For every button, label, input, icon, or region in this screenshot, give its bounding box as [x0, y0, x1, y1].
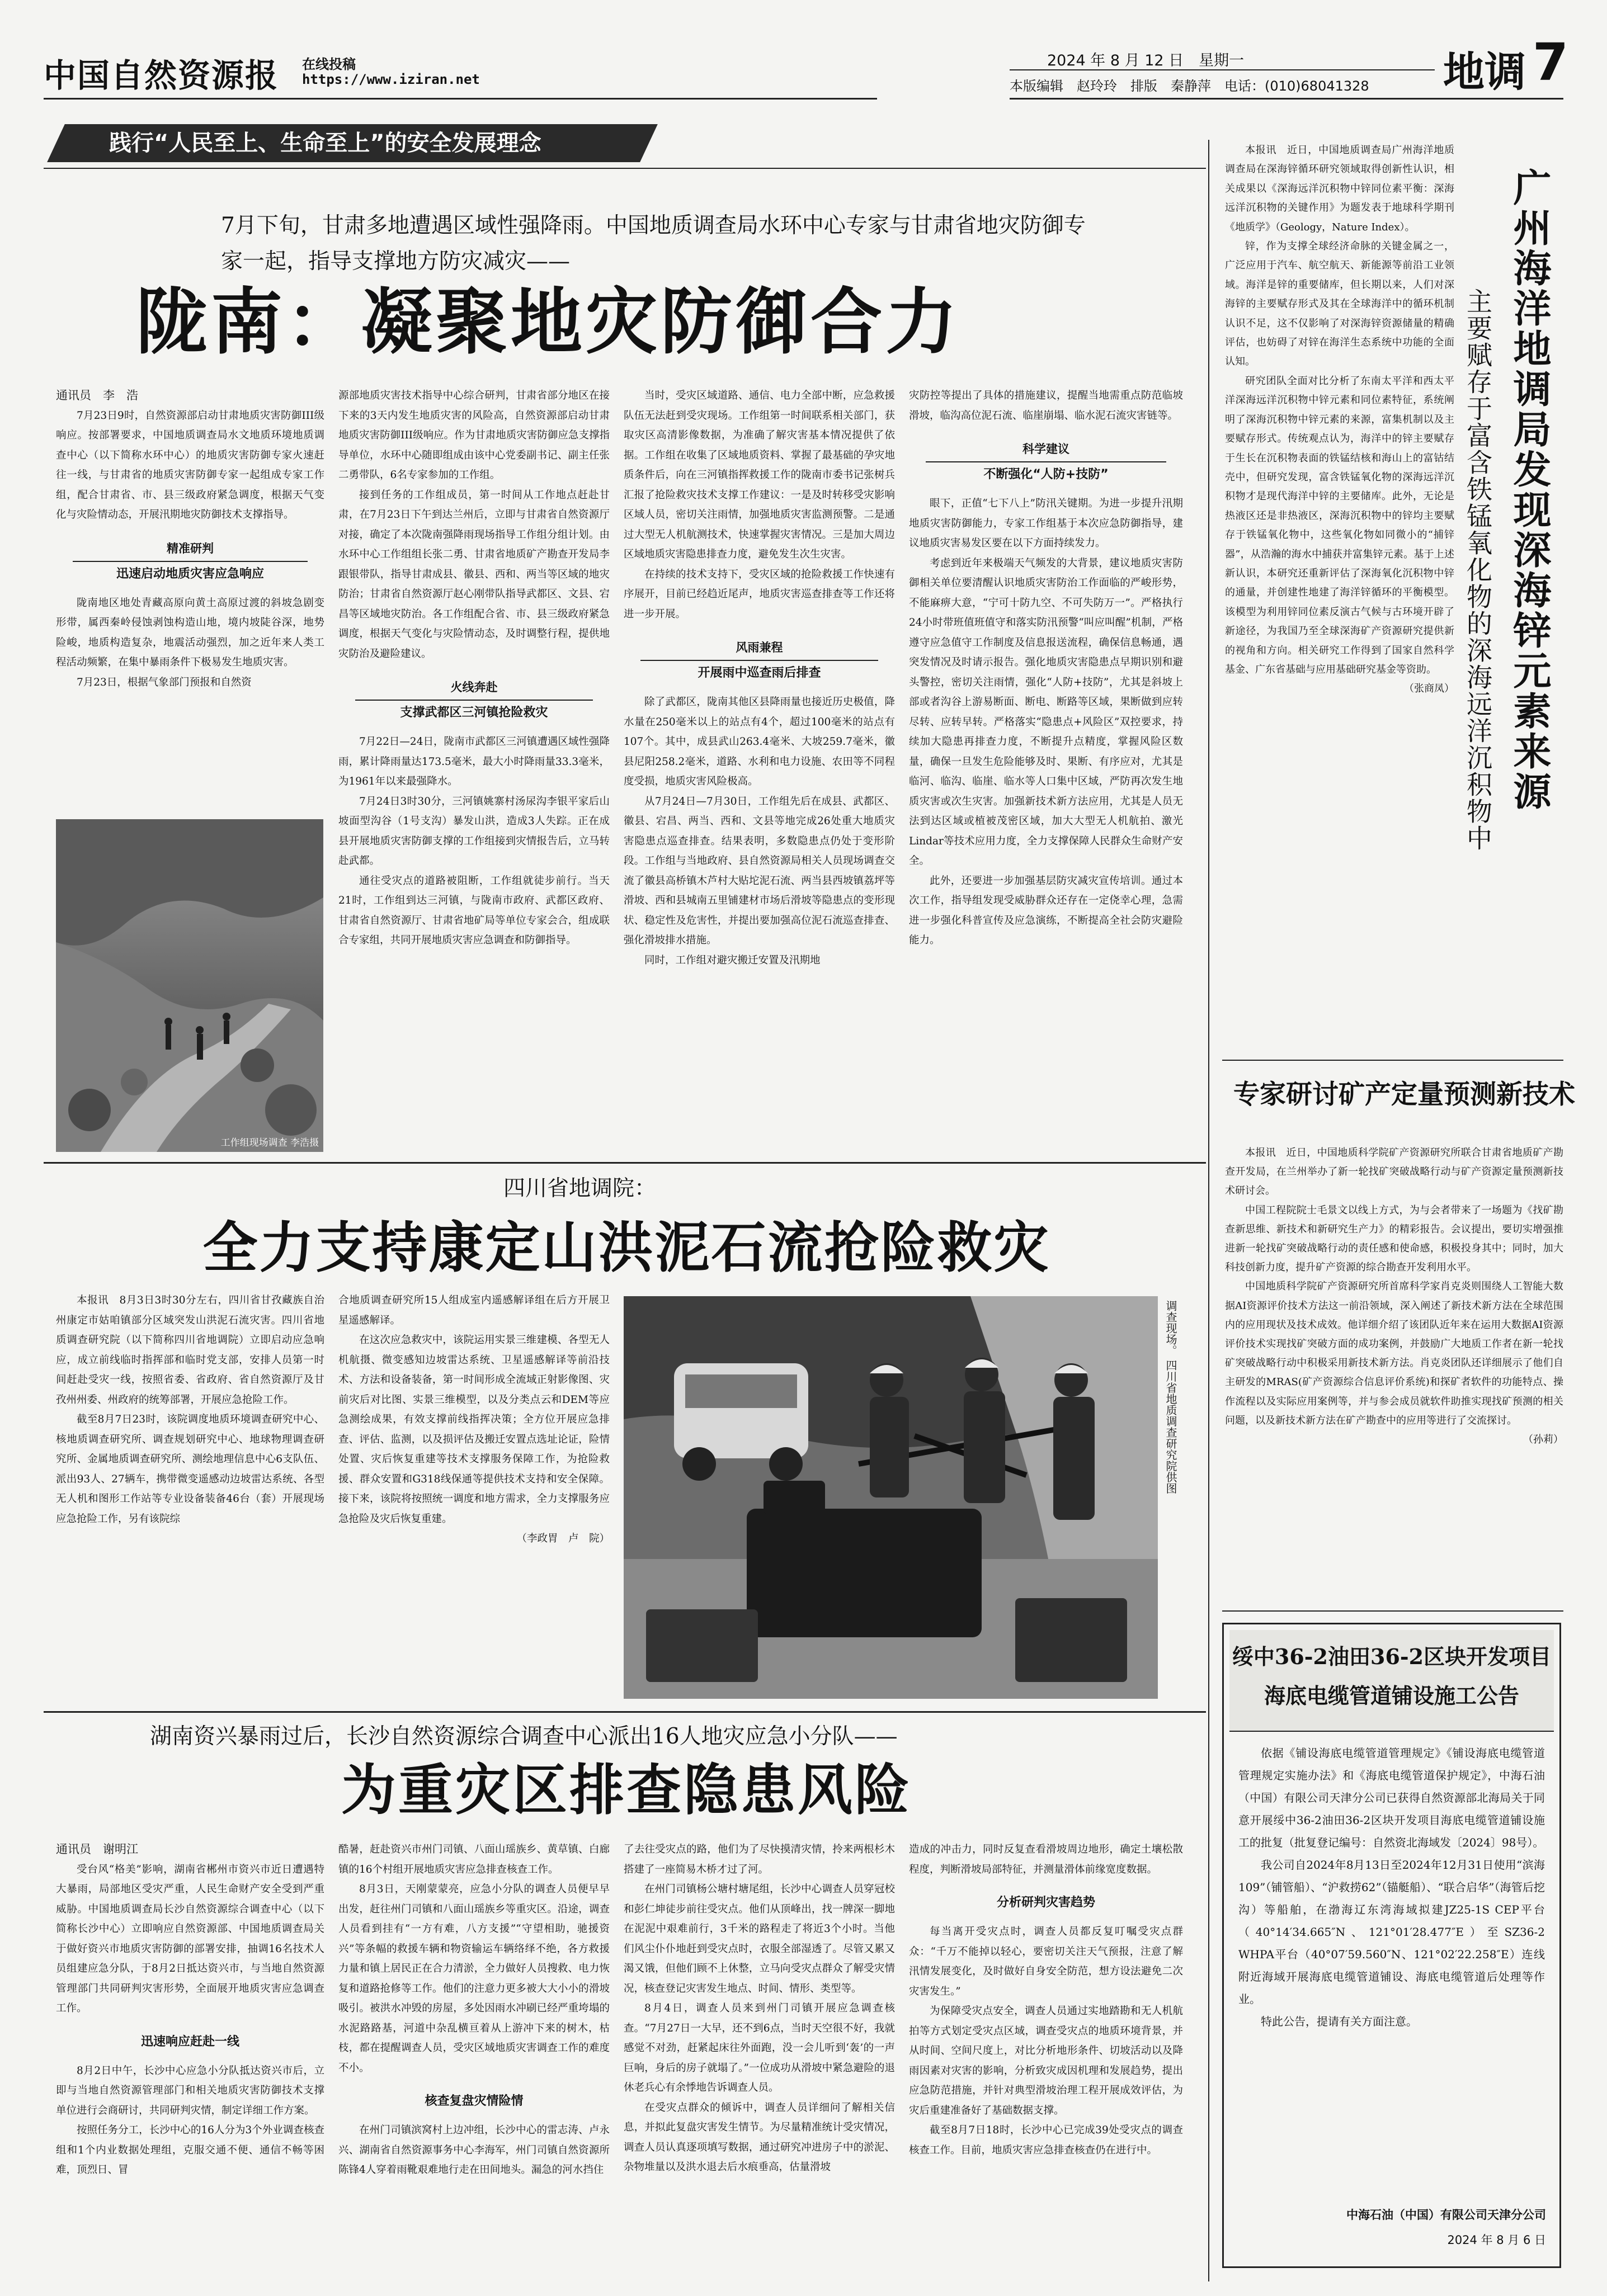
side2-para: 中国工程院院士毛景文以线上方式，为与会者带来了一场题为《找矿勘查新思维、新技术和新研究生产力》的精彩报告。会议提出，要切实增强推进新一轮找矿突破战略行动的责任感和使命感，积极投身其中；同时，加大科技创新力度，提升矿产资源的综合勘查开发利用水平。 — [1225, 1204, 1563, 1274]
landslide-photo-graphic — [56, 819, 323, 1152]
article1-para: 7月23日，根据气象部门预报和自然资 — [77, 676, 252, 688]
article3-para: 按照任务分工，长沙中心的16人分为3个外业调查核查组和1个内业数据处理组，克服交通不便、通信不畅等困难，顶烈日、冒 — [56, 2124, 324, 2176]
banner-rule — [44, 168, 1206, 169]
article1-subhead-2 — [338, 678, 610, 722]
article1-para: 7月24日3时30分，三河镇姚寨村汤尿沟李银平家后山坡面型沟谷（1号支沟）暴发山洪，造成3人失踪。正在成县开展地质灾害防御支撑的工作组接到灾情报告后，立马转赴武都。 — [338, 795, 610, 867]
article1-byline: 通讯员 李 浩 — [56, 389, 138, 402]
paper-name: 中国自然资源报 — [44, 56, 279, 95]
article3-para: 为保障受灾点安全，调查人员通过实地踏勘和无人机航拍等方式划定受灾点区域，调查受灾点的地质环境背景，并从时间、空间尺度上，对比分析地形条件、切坡活动以及降雨因素对灾害的影响，分析致灾成因机理和发展趋势，提出应急防范措施，并针对典型滑坡治理工程开展成效评估，为灾后重建准备好了基础数据支撑。 — [909, 2005, 1183, 2117]
submit-url[interactable]: https://www.iziran.net — [302, 72, 480, 87]
notice-title-line2: 海底电缆管道铺设施工公告 — [1264, 1683, 1519, 1708]
article1-para: 当时，受灾区域道路、通信、电力全部中断，应急救援队伍无法赶到受灾现场。工作组第一时间联系相关部门，获取灾区高清影像数据，为准确了解灾害基本情况提供了依据。工作组在收集了区域地质资料、掌握了最基础的孕灾地质条件后，向在三河镇指挥救援工作的陇南市委书记张树兵汇报了抢险救灾技术支撑工作建议：一是及时转移受灾影响区域人员，密切关注雨情，加强地质灾害监测预警。二是通过大型无人机航测技术，快速掌握灾害情况。三是加大周边区域地质灾害隐患排查力度，避免发生次生灾害。 — [624, 390, 895, 560]
article3-para: 受台风“格美”影响，湖南省郴州市资兴市近日遭遇特大暴雨，局部地区受灾严重，人民生命财产安全受到严重威胁。中国地质调查局长沙自然资源综合调查中心（以下简称长沙中心）立即响应自然资源部、中国地质调查局关于做好资兴市地质灾害防御的部署安排，抽调16名技术人员组建应急分队，于8月2日抵达资兴市，与当地自然资源管理部门共同研判灾害形势，全面展开地质灾害应急调查工作。 — [56, 1863, 324, 2014]
subhead-kicker: 风雨兼程 — [736, 641, 783, 654]
article2-col1 — [56, 1291, 324, 1704]
article1-para: 除了武都区，陇南其他区县降雨量也接近历史极值，降水量在250毫米以上的站点有4个，超过100毫米的站点有107个。其中，成县武山263.4毫米、大坡259.7毫米，徽县尼阳258.2毫米，道路、水利和电力设施、农田等不同程度受损，地质灾害风险极高。 — [624, 696, 895, 787]
article2-title: 全力支持康定山洪泥石流抢险救灾 — [202, 1216, 1050, 1280]
article1-photo — [56, 819, 323, 1152]
side1-title: 广州海洋地调局发现深海锌元素来源 — [1507, 168, 1551, 812]
masthead-rule-left — [44, 98, 877, 100]
article3-pretitle: 湖南资兴暴雨过后，长沙自然资源综合调查中心派出16人地灾应急小分队—— — [150, 1724, 898, 1749]
subhead-title: 迅速响应赶赴一线 — [140, 2034, 239, 2049]
article3-para: 在州门司镇滨窝村上边冲组，长沙中心的雷志涛、卢永兴、湖南省自然资源事务中心李海军，州门司镇自然资源所陈锋4人穿着雨靴艰难地行走在田间地头。漏急的河水挡住 — [338, 2124, 610, 2176]
article2-col2 — [338, 1291, 610, 1704]
article3-para: 8月3日，天刚蒙蒙亮，应急小分队的调查人员便早早出发，赶往州门司镇和八面山瑶族乡等重灾区。沿途，调查人员看到挂有“一方有难，八方支援”“守望相助，驰援资兴”等条幅的救援车辆和物资输运车辆络绎不绝，各方救援力量和镇上居民正在合力清淤，全力做好人员搜救、电力恢复和道路抢修等工作。他们的注意力更多被大大小小的滑坡吸引。被洪水冲毁的房屋，多处因雨水冲刷已经严重垮塌的水泥路路基，河道中杂乱横亘着从上游冲下来的树木，枯枝，都在提醒调查人员，受灾区域地质灾害调查工作的难度不小。 — [338, 1883, 610, 2074]
article3-para: 造成的冲击力，同时反复查看滑坡周边地形，确定土壤松散程度，判断滑坡局部特征，并测量滑体前缘宽度数据。 — [909, 1844, 1183, 1875]
subhead-title: 开展雨中巡查雨后排查 — [698, 666, 821, 680]
article1-para: 7月23日9时，自然资源部启动甘肃地质灾害防御III级响应。按部署要求，中国地质调查局水文地质环境地质调查中心（以下简称水环中心）的地质灾害防御专家火速赶往一线，与甘肃省的地质灾害防御专家一起组成专家工作组，配合甘肃省、市、县三级政府紧急调度，根据天气变化与灾险情动态，开展汛期地灾防御技术支撑指导。 — [56, 409, 324, 521]
article1-para: 灾防控等提出了具体的措施建议，提醒当地需重点防范临坡滑坡，临沟高位泥石流、临崖崩塌、临水泥石流灾害链等。 — [909, 390, 1183, 422]
subhead-kicker: 科学建议 — [1022, 442, 1069, 456]
side1-credit: （张商凤） — [1404, 683, 1454, 695]
article2-photo-caption — [1163, 1300, 1178, 1703]
article3-col3 — [624, 1840, 895, 2281]
side1-para: 锌，作为支撑全球经济命脉的关键金属之一，广泛应用于汽车、航空航天、新能源等前沿工业领域。海洋是锌的重要储库，但长期以来，人们对深海锌的主要赋存形式及其在全球海洋中的循环机制认识不足，这不仅影响了对深海锌资源储量的精确评估，也妨碍了对锌在海洋生态系统中功能的全面认知。 — [1225, 240, 1454, 368]
article1-col2 — [338, 386, 610, 1158]
article3-col1 — [56, 1840, 324, 2281]
side1-body — [1225, 141, 1454, 1092]
subhead-title: 支撑武都区三河镇抢险救灾 — [400, 706, 548, 720]
article1-para: 陇南地区地处青藏高原向黄土高原过渡的斜坡急剧变形带，属西秦岭侵蚀剥蚀构造山地，境内坡陡谷深，地势险峻，地质构造复杂，地震活动强烈，加之近年来人类工程活动频繁，在集中暴雨条件下极易发生地质灾害。 — [56, 597, 324, 668]
article3-col4 — [909, 1840, 1183, 2281]
photo-caption-text: 调查现场。 — [1164, 1300, 1177, 1356]
issue-date: 2024 年 8 月 12 日 星期一 — [1047, 52, 1245, 69]
editors-line: 本版编辑 赵玲玲 排版 秦静萍 电话：(010)68041328 — [1010, 78, 1369, 94]
article1-para: 通往受灾点的道路被阻断，工作组就徒步前行。当天21时，工作组到达三河镇，与陇南市政府、武都区政府、甘肃省自然资源厅、甘肃省地矿局等单位专家会合，组成联合专家组，共同开展地质灾害应急调查和防御指导。 — [338, 875, 610, 946]
article1-para: 同时，工作组对避灾搬迁安置及汛期地 — [644, 954, 821, 966]
subhead-title: 迅速启动地质灾害应急响应 — [116, 566, 264, 581]
side2-body — [1225, 1144, 1563, 1602]
drone-team-photo-graphic — [624, 1296, 1158, 1699]
article1-col1 — [56, 386, 324, 816]
article3-para: 在受灾点群众的倾诉中，调查人员详细问了解相关信息，并拟此复盘灾害发生情节。为尽量精准统计受灾情况，调查人员认真逐项填写数据，通过研究冲进房子中的淤泥、杂物堆量以及洪水退去后水痕垂高，估量滑坡 — [624, 2101, 895, 2173]
subhead-rule — [640, 660, 878, 661]
article2-para: 截至8月7日23时，该院调度地质环境调查研究中心、核地质调查研究所、调查规划研究中心、地球物理调查研究所、金属地质调查研究所、测绘地理信息中心6支队伍、派出93人、27辆车，携带微变遥感动边坡雷达系统、各型无人机和图形工作站等专业设备装备46台（套）开展现场应急抢险工作，另有该院综 — [56, 1414, 324, 1525]
subhead-rule — [355, 700, 593, 701]
article3-subhead-1 — [56, 2033, 324, 2051]
article1-para: 眼下，正值“七下八上”防汛关键期。为进一步提升汛期地质灾害防御能力，专家工作组基于本次应急防御指导，建议地质灾害易发区要在以下方面持续发力。 — [909, 498, 1183, 549]
masthead-rule-right — [1010, 69, 1435, 70]
article1-para: 源部地质灾害技术指导中心综合研判，甘肃省部分地区在接下来的3天内发生地质灾害的风险高，自然资源部启动甘肃地质灾害防御III级响应。作为甘肃地质灾害防御应急支撑指导单位，水环中心随即组成由该中心党委副书记、副主任张二勇带队，6名专家参加的工作组。 — [338, 390, 610, 481]
side2-credit: （孙莉） — [1523, 1434, 1563, 1446]
subhead-rule — [73, 561, 308, 562]
article3-para: 8月2日中午，长沙中心应急小分队抵达资兴市后，立即与当地自然资源管理部门和相关地质灾害防御技术支撑单位进行会商研讨，共同研判灾情，制定详细工作方案。 — [56, 2064, 324, 2117]
article3-col2 — [338, 1840, 610, 2281]
notice-date: 2024 年 8 月 6 日 — [1447, 2233, 1546, 2247]
page-number: 7 — [1533, 32, 1569, 92]
photo-credit: 李浩摄 — [290, 1137, 319, 1149]
article1-bottom-rule — [44, 1162, 1206, 1164]
subhead-rule — [926, 461, 1166, 462]
article1-col4 — [909, 386, 1183, 1158]
subhead-kicker: 精准研判 — [167, 541, 214, 555]
article2-para: 合地质调查研究所15人组成室内遥感解译组在后方开展卫星遥感解译。 — [338, 1295, 610, 1326]
article1-photo-caption — [221, 1135, 319, 1149]
article3-subhead-3 — [909, 1894, 1183, 1912]
article1-col3 — [624, 386, 895, 1158]
article1-para: 在持续的技术支持下，受灾区域的抢险救援工作快速有序展开，目前已经趋近尾声，地质灾害巡查排查等工作还将进一步开展。 — [624, 568, 895, 620]
article3-para: 酷暑，赶赴资兴市州门司镇、八面山瑶族乡、黄草镇、白廊镇的16个村组开展地质灾害应急排查核查工作。 — [338, 1844, 610, 1875]
article1-pretitle: 7月下旬，甘肃多地遭遇区域性强降雨。中国地质调查局水环中心专家与甘肃省地灾防御专家一起，指导支撑地方防灾减灾—— — [221, 213, 1086, 274]
article3-para: 了去往受灾点的路，他们为了尽快摸清灾情，拎来两根杉木搭建了一座简易木桥才过了河。 — [624, 1844, 895, 1875]
article1-para: 接到任务的工作组成员，第一时间从工作地点赶赴甘肃，在7月23日下午到达兰州后，立即与甘肃省自然资源厅对接，确定了本次陇南强降雨现场指导工作组分组计划。由水环中心工作组组长张二勇、甘肃省地质矿产勘查开发局李跟银带队，指导甘肃成县、徽县、西和、两当等区域的地灾防治；甘肃省自然资源厅赵心刚带队指导武都区、文县、宕昌等区域地灾防治。各工作组配合省、市、县三级政府紧急调度，根据天气变化与灾险情动态，及时调整行程，提供地灾防治及避险建议。 — [338, 489, 610, 660]
notice-para: 特此公告，提请有关方面注意。 — [1261, 2015, 1417, 2028]
masthead-rule-bottom — [1010, 98, 1563, 100]
notice-para: 我公司自2024年8月13日至2024年12月31日使用“滨海109”（铺管船）、“沪救捞62”（锚艇船）、“联合启华”（海管后挖沟）等船舶，在渤海辽东湾海域拟建JZ25-1S CEP平台（40°14′34.665″N、121°01′28.477″E）至SZ36-2 WHPA平台（40°07′59.560″N、121°02′22.258″E）连线附近海域开展海底电缆管道铺设、海底电缆管道后处理等作业。 — [1238, 1858, 1545, 2006]
side1-bottom-rule — [1222, 1060, 1563, 1061]
article3-para: 在州门司镇杨公塘村塘尾组，长沙中心调查人员穿冠校和彭仁坤徒步前往受灾点。他们从顶峰出，找一牌深一脚地在泥泥中艰难前行，3千米的路程走了将近3个小时。当他们风尘仆仆地赶到受灾点时，衣服全部湿透了。尽管又累又渴又饿，但他们顾不上休整，立马向受灾点群众了解受灾情况，核查登记灾害发生地点、时间、情形、类型等。 — [624, 1883, 895, 1995]
section-name: 地调 — [1443, 48, 1526, 96]
article2-para: 本报讯 8月3日3时30分左右，四川省甘孜藏族自治州康定市姑咱镇部分区域突发山洪泥石流灾害。四川省地质调查研究院（以下简称四川省地调院）立即启动应急响应，成立前线临时指挥部和临时党支部，安排人员第一时间赶赴受灾一线，按照省委、省政府、省自然资源厅及甘孜州州委、州政府的统筹部署，开展应急抢险工作。 — [56, 1295, 324, 1406]
side1-para: 研究团队全面对比分析了东南太平洋和西太平洋深海远洋沉积物中锌元素和同位素特征，系统阐明了深海沉积物中锌元素的来源，富集机制以及主要赋存形式。传统观点认为，海洋中的锌主要赋存于生长在沉积物表面的铁锰结核和海山上的富钴结壳中，但研究发现，富含铁锰氧化物的深海远洋沉积物才是现代海洋中锌的主要储库。此外，无论是热液区还是非热液区，深海沉积物中的锌均主要赋存于铁锰氧化物中，这些氧化物如同微小的“捕锌器”，从浩瀚的海水中捕获并富集锌元素。基于上述新认识，本研究还重新评估了深海氧化沉积物中锌的通量，并创建性地建了海洋锌循环的平衡模型。该模型为利用锌同位素反演古气候与古环境开辟了新途径，为我国乃至全球深海矿产资源研究提供新的视角和方向。相关研究工作得到了国家自然科学基金、广东省基础与应用基础研究基金等资助。 — [1225, 375, 1454, 675]
subhead-title: 核查复盘灾情险情 — [425, 2094, 524, 2108]
notice-title-line1: 绥中36-2油田36-2区块开发项目 — [1232, 1644, 1552, 1669]
subhead-title: 分析研判灾害趋势 — [996, 1896, 1095, 1910]
side1-subtitle: 主要赋存于富含铁锰氧化物的深海远洋沉积物中 — [1463, 288, 1493, 852]
article1-subhead-1 — [56, 540, 324, 583]
article2-bottom-rule — [44, 1711, 1206, 1713]
article2-photo — [624, 1296, 1158, 1699]
topic-banner-text: 践行“人民至上、生命至上”的安全发展理念 — [109, 130, 541, 156]
article3-para: 截至8月7日18时，长沙中心已完成39处受灾点的调查核查工作。目前，地质灾害应急排查核查仍在进行中。 — [909, 2124, 1183, 2156]
side1-para: 本报讯 近日，中国地质调查局广州海洋地质调查局在深海锌循环研究领域取得创新性认识，相关成果以《深海远洋沉积物中锌同位素平衡：深海远洋沉积物的关键作用》为题发表于地球科学期刊《地质学》（Geology，Nature Index）。 — [1225, 144, 1454, 233]
article3-byline: 通讯员 谢明江 — [56, 1843, 138, 1856]
notice-para: 依据《铺设海底电缆管道管理规定》《铺设海底电缆管道管理规定实施办法》和《海底电缆管道保护规定》，中海石油（中国）有限公司天津分公司已获得自然资源部北海局关于同意开展绥中36-2油田36-2区块开发项目海底电缆管道铺设施工的批复（批复登记编号：自然资北海域发〔2024〕98号）。 — [1238, 1746, 1545, 1849]
side2-para: 本报讯 近日，中国地质科学院矿产资源研究所联合甘肃省地质矿产勘查开发局，在兰州举办了新一轮找矿突破战略行动与矿产资源定量预测新技术研讨会。 — [1225, 1147, 1563, 1197]
article1-para: 7月22日—24日，陇南市武都区三河镇遭遇区域性强降雨，累计降雨量达173.5毫米，最大小时降雨量33.3毫米，为1961年以来最强降水。 — [338, 736, 610, 787]
article1-para: 此外，还要进一步加强基层防灾减灾宣传培训。通过本次工作，指导组发现受威胁群众还存在一定侥幸心理，急需进一步强化科普宣传及应急演练，不断提高全社会防灾避险能力。 — [909, 875, 1183, 946]
article2-credit: （李政胃 卢 院） — [516, 1533, 610, 1544]
side2-bottom-rule — [1222, 1610, 1563, 1612]
article2-pretitle: 四川省地调院： — [503, 1176, 657, 1201]
photo-credit: 四川省地质调查研究院供图 — [1164, 1359, 1177, 1494]
notice-signer: 中海石油（中国）有限公司天津分公司 — [1346, 2208, 1546, 2222]
article3-subhead-2 — [338, 2092, 610, 2110]
notice-body — [1238, 1742, 1545, 2195]
sidebar-divider — [1208, 140, 1209, 2281]
notice-box — [1222, 1623, 1561, 2268]
masthead — [0, 0, 1607, 106]
article1-subhead-4 — [909, 440, 1183, 484]
subhead-title: 不断强化“人防+技防” — [983, 467, 1109, 481]
side2-title: 专家研讨矿产定量预测新技术 — [1233, 1079, 1575, 1110]
photo-caption-text: 工作组现场调查 — [220, 1137, 288, 1149]
article2-para: 在这次应急救灾中，该院运用实景三维建模、各型无人机航摄、微变感知边坡雷达系统、卫星遥感解译等前沿技术、方法和设备装备，第一时间形成全流域正射影像图、灾前灾后对比图、实景三维模型，以及分类点云和DEM等应急测绘成果，有效支撑前线指挥决策；全方位开展应急排查、评估、监测，以及损评估及搬迁安置点选址论证，险情处置、灾后恢复重建等技术支撑服务保障工作，为抢险救援、群众安置和G318线保通等提供技术支持和安全保障。接下来，该院将按照统一调度和地方需求，全力支撑服务应急抢险及灾后恢复重建。 — [338, 1334, 610, 1525]
side2-para: 中国地质科学院矿产资源研究所首席科学家肖克炎则围绕人工智能大数据AI资源评价技术方法这一前沿领域，深入阐述了新技术新方法在全球范围内的应用现状及技术成效。他详细介绍了该团队近年来在运用大数据AI资源评价技术实现找矿突破方面的成功案例，并鼓励广大地质工作者在新一轮找矿突破战略行动中积极采用新技术新方法。肖克炎团队还详细展示了他们自主研发的MRAS(矿产资源综合信息评价系统)和探矿者软件的功能特点、操作流程以及实际应用案例等，并与参会成员就软件助推实现找矿预测的相关问题，以及新技术新方法在矿产勘查中的应用等进行了交流探讨。 — [1225, 1281, 1563, 1426]
subhead-kicker: 火线奔赴 — [450, 681, 498, 694]
article1-subhead-3 — [624, 639, 895, 682]
article3-title: 为重灾区排查隐患风险 — [341, 1759, 912, 1822]
article3-para: 8月4日，调查人员来到州门司镇开展应急调查核查。“7月27日一大早，还不到6点，当时天空很不好，我就感觉不对劲，赶紧起床往外面跑，没一会儿听到‘轰’的一声巨响，身后的房子就塌了。”一位成功从滑坡中紧急避险的退休老兵心有余悸地告诉调查人员。 — [624, 2002, 895, 2094]
article3-para: 每当离开受灾点时，调查人员都反复叮嘱受灾点群众：“千万不能掉以轻心，要密切关注天气预报，注意了解汛情发展变化，及时做好自身安全防范，想方设法避免二次灾害发生。” — [909, 1926, 1183, 1997]
article1-title: 陇南：凝聚地灾防御合力 — [135, 281, 960, 364]
article1-para: 从7月24日—7月30日，工作组先后在成县、武都区、徽县、宕昌、两当、西和、文县等地完成26处重大地质灾害隐患点巡查排查。结果表明，多数隐患点仍处于变形阶段。工作组与当地政府、县自然资源局相关人员现场调查交流了徽县高桥镇木芦村大贴坨泥石流、两当县西坡镇荔坪等滑坡、西和县城南五里铺建材市场后滑坡等隐患点的变形现状、稳定性及危害性，并提出要加强高位泥石流巡查排查、强化滑坡排水措施。 — [624, 795, 895, 946]
article1-para: 考虑到近年来极端天气频发的大背景，建议地质灾害防御相关单位要清醒认识地质灾害防治工作面临的严峻形势，不能麻痹大意，“宁可十防九空、不可失防万一”。严格执行24小时带班值班值守和落实防汛预警“叫应叫醒”机制，严格遵守应急值守工作制度及信息报送流程，确保信息畅通，遇突发情况及时请示报告。强化地质灾害隐患点早期识别和避头警控，密切关注雨情，强化“人防+技防”，尤其是斜坡上部或者沟谷上游易断面、断电、断路等区域，果断做到应转尽转、应转早转。严格落实“隐患点+风险区”双控要求，持续加大隐患再排查力度，不断提升点精度，掌握风险区数量，确保一旦发生危险能够及时、果断、有序应对，尤其是临河、临沟、临崖、临水等人口集中区域，严防再次发生地质灾害或次生灾害。加强新技术新方法应用，尤其是人员无法到达区域或植被茂密区域，加大大型无人机航拍、激光Lindar等技术应用力度，全力支撑保障人民群众生命财产安全。 — [909, 557, 1183, 867]
submit-label: 在线投稿 — [302, 56, 356, 72]
